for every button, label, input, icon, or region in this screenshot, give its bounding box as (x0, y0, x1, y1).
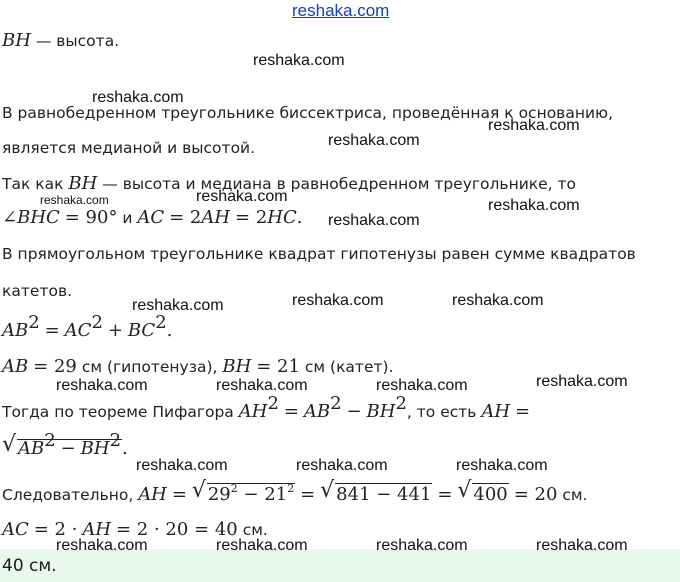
watermark: reshaka.com (216, 377, 308, 394)
ah-root: √ $AB^2 - BH^2$. (2, 430, 128, 459)
watermark: reshaka.com (196, 188, 288, 205)
height-text: — высота. (30, 32, 120, 50)
watermark: reshaka.com (40, 193, 109, 207)
median-text: Так как BH — высота и медиана в равнобедренном треугольнике, то (2, 173, 577, 194)
watermark: reshaka.com (452, 292, 544, 309)
watermark: reshaka.com (536, 373, 628, 390)
watermark-link[interactable]: reshaka.com (292, 1, 390, 20)
given-values: AB = 29 см (гипотенуза), BH = 21 см (катет). (2, 356, 394, 377)
ac-calculation: AC = 2 · AH = 2 · 20 = 40 см. (2, 519, 268, 540)
watermark: reshaka.com (56, 537, 148, 554)
watermark: reshaka.com (216, 537, 308, 554)
pythagoras-formula: $AB^2 = AC^2 + BC^2$. (2, 312, 173, 341)
watermark: reshaka.com (296, 457, 388, 474)
watermark: reshaka.com (488, 117, 580, 134)
watermark: reshaka.com (456, 457, 548, 474)
height-statement: BH — высота. (2, 30, 120, 51)
watermark: reshaka.com (328, 212, 420, 229)
watermark: reshaka.com (376, 537, 468, 554)
watermark: reshaka.com (56, 377, 148, 394)
bisector-text-1: В равнобедренном треугольнике биссектриса, проведённая к основанию, (2, 104, 614, 122)
pythagoras-rule-2: катетов. (2, 282, 72, 300)
pythagoras-rule-1: В прямоугольном треугольнике квадрат гипотенузы равен сумме квадратов (2, 245, 636, 263)
watermark: reshaka.com (136, 457, 228, 474)
watermark: reshaka.com (536, 537, 628, 554)
watermark: reshaka.com (488, 197, 580, 214)
ah-formula: Тогда по теореме Пифагора $AH^2 = AB^2 - BH^2$, то есть AH = (2, 393, 531, 422)
angle-formula: ∠BHC = 90° и AC = 2AH = 2HC. (2, 207, 303, 228)
answer-text: 40 см. (2, 556, 57, 576)
ah-calculation: Следовательно, AH = √ $29^2 - 21^2$ = √ 841 − 441 = √ 400 = 20 см. (2, 478, 588, 505)
watermark: reshaka.com (92, 89, 184, 106)
watermark: reshaka.com (253, 52, 345, 69)
watermark: reshaka.com (376, 377, 468, 394)
watermark: reshaka.com (328, 132, 420, 149)
watermark: reshaka.com (132, 297, 224, 314)
watermark: reshaka.com (292, 292, 384, 309)
bisector-text-2: является медианой и высотой. (2, 139, 256, 157)
